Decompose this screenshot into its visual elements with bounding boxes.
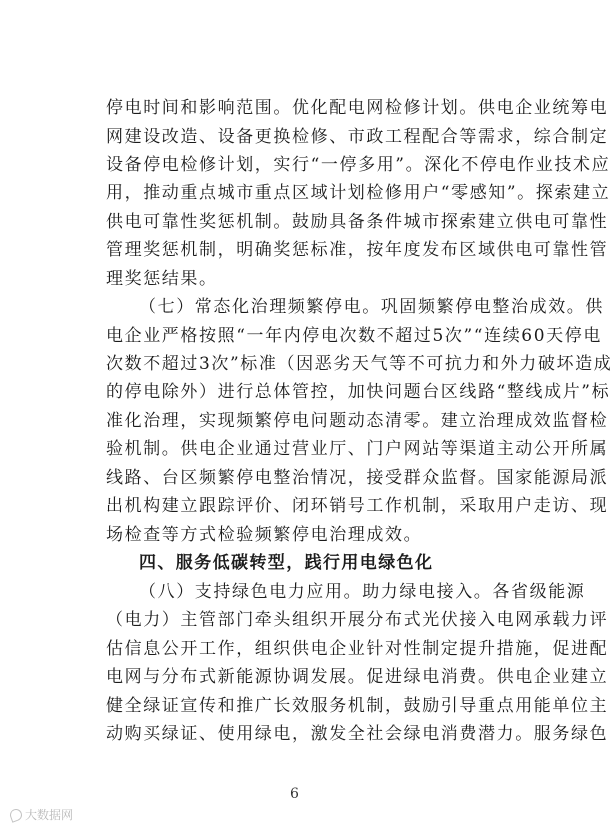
body-text-line: （电力）主管部门牵头组织开展分布式光伏接入电网承载力评 [106,610,609,630]
section-seven-paragraph-start: （七）常态化治理频繁停电。巩固频繁停电整治成效。供 [139,297,604,317]
body-text-line: 动购买绿证、使用绿电，激发全社会绿电消费潜力。服务绿色 [106,724,609,744]
body-text-line: 设备停电检修计划，实行“一停多用”。深化不停电作业技术应 [106,155,611,175]
watermark-logo-icon [8,807,23,822]
body-text-line: 出机构建立跟踪评价、闭环销号工作机制，采取用户走访、现 [106,496,609,516]
body-text-line: 电企业严格按照“一年内停电次数不超过5次”“连续60天停电 [106,326,602,346]
body-text-line: 估信息公开工作，组织供电企业针对性制定提升措施，促进配 [106,639,609,659]
body-text-line: 场检查等方式检验频繁停电治理成效。 [106,525,423,545]
body-text-line: 的停电除外）进行总体管控，加快问题台区线路“整线成片”标 [106,382,611,402]
body-text-line: 理奖惩结果。 [106,269,218,289]
body-text-line: 验机制。供电企业通过营业厅、门户网站等渠道主动公开所属 [106,439,609,459]
body-text-line: 供电可靠性奖惩机制。鼓励具备条件城市探索建立供电可靠性 [106,212,609,232]
body-text-line: 停电时间和影响范围。优化配电网检修计划。供电企业统筹电 [106,98,609,118]
body-text-line: 用，推动重点城市重点区域计划检修用户“零感知”。探索建立 [106,183,611,203]
section-eight-paragraph-start: （八）支持绿色电力应用。助力绿电接入。各省级能源 [139,582,586,602]
body-text-line: 电网与分布式新能源协调发展。促进绿电消费。供电企业建立 [106,667,609,687]
page-number: 6 [290,786,299,802]
body-text-line: 线路、台区频繁停电整治情况，接受群众监督。国家能源局派 [106,468,609,488]
body-text-line: 准化治理，实现频繁停电问题动态清零。建立治理成效监督检 [106,411,609,431]
body-text-line: 管理奖惩机制，明确奖惩标准，按年度发布区域供电可靠性管 [106,240,609,260]
watermark [10,806,73,823]
section-heading: 四、服务低碳转型，践行用电绿色化 [139,553,434,573]
body-text-line: 健全绿证宣传和推广长效服务机制，鼓励引导重点用能单位主 [106,696,609,716]
body-text-line: 网建设改造、设备更换检修、市政工程配合等需求，综合制定 [106,127,609,147]
body-text-line: 次数不超过3次”标准（因恶劣天气等不可抗力和外力破坏造成 [106,354,612,374]
watermark-text: 大数据网 [25,808,74,822]
